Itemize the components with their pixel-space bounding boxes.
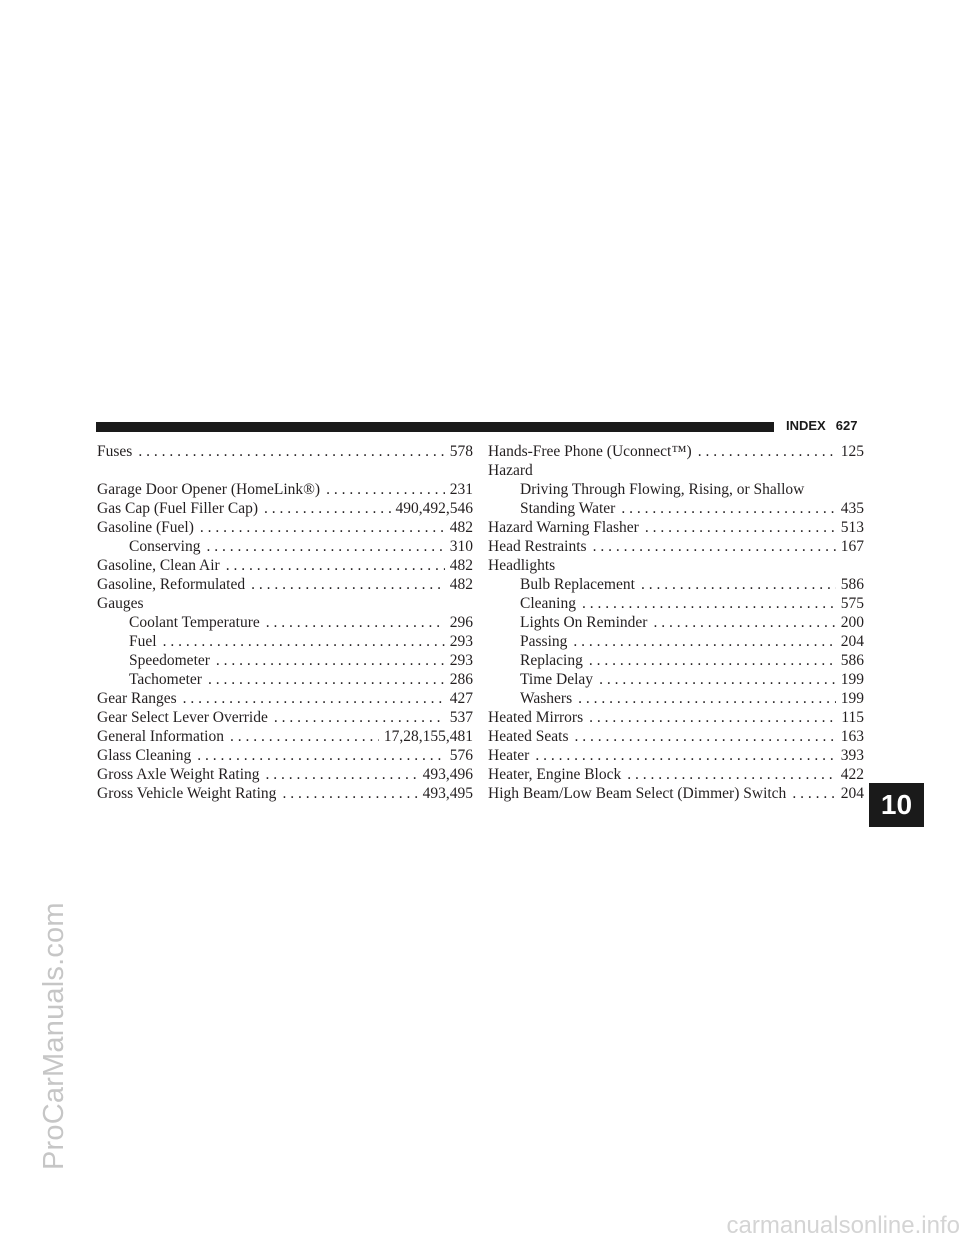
entry-pages: 493,496 bbox=[422, 766, 473, 783]
index-entry bbox=[488, 442, 864, 461]
entry-term: Washers bbox=[520, 690, 573, 707]
running-header bbox=[786, 418, 857, 433]
dot-leader bbox=[230, 727, 379, 746]
entry-pages: 482 bbox=[449, 557, 473, 574]
index-entry bbox=[97, 765, 473, 784]
index-entry bbox=[488, 746, 864, 765]
dot-leader bbox=[274, 708, 445, 727]
index-entry bbox=[488, 537, 864, 556]
watermark-procarmanuals: ProCarManuals.com bbox=[38, 902, 70, 1170]
entry-pages: 231 bbox=[449, 481, 473, 498]
entry-term: Hands-Free Phone (Uconnect™) bbox=[488, 443, 692, 460]
entry-term: Speedometer bbox=[129, 652, 210, 669]
dot-leader bbox=[208, 670, 445, 689]
entry-pages: 310 bbox=[449, 538, 473, 555]
entry-pages: 482 bbox=[449, 519, 473, 536]
entry-term: Fuel bbox=[129, 633, 157, 650]
index-subentry bbox=[97, 632, 473, 651]
entry-pages: 586 bbox=[840, 652, 864, 669]
entry-pages: 493,495 bbox=[422, 785, 473, 802]
watermark-carmanualsonline: carmanualsonline.info bbox=[726, 1212, 960, 1239]
index-entry bbox=[488, 765, 864, 784]
chapter-tab: 10 bbox=[869, 783, 924, 827]
entry-term: Head Restraints bbox=[488, 538, 587, 555]
dot-leader bbox=[163, 632, 445, 651]
entry-term: Headlights bbox=[488, 557, 556, 574]
index-entry bbox=[97, 708, 473, 727]
entry-pages: 490,492,546 bbox=[395, 500, 473, 517]
entry-pages: 204 bbox=[840, 633, 864, 650]
entry-term: Standing Water bbox=[520, 500, 616, 517]
entry-pages: 435 bbox=[840, 500, 864, 517]
dot-leader bbox=[226, 556, 445, 575]
entry-pages: 513 bbox=[840, 519, 864, 536]
index-entry bbox=[97, 784, 473, 803]
entry-term: Cleaning bbox=[520, 595, 576, 612]
entry-term: Hazard bbox=[488, 462, 533, 479]
dot-leader bbox=[698, 442, 836, 461]
dot-leader bbox=[535, 746, 835, 765]
entry-pages: 537 bbox=[449, 709, 473, 726]
index-subentry bbox=[97, 651, 473, 670]
entry-pages: 204 bbox=[840, 785, 864, 802]
index-subentry bbox=[97, 613, 473, 632]
dot-leader bbox=[264, 499, 390, 518]
entry-term: Garage Door Opener (HomeLink®) bbox=[97, 481, 321, 498]
entry-term: Heated Mirrors bbox=[488, 709, 584, 726]
entry-pages: 576 bbox=[449, 747, 473, 764]
index-entry bbox=[97, 689, 473, 708]
index-entry bbox=[97, 480, 473, 499]
index-entry bbox=[97, 727, 473, 746]
index-entry bbox=[97, 594, 473, 613]
index-entry bbox=[488, 784, 864, 803]
entry-term: Gauges bbox=[97, 595, 144, 612]
dot-leader bbox=[621, 499, 835, 518]
entry-term: Lights On Reminder bbox=[520, 614, 648, 631]
header-rule bbox=[96, 422, 774, 432]
entry-pages: 586 bbox=[840, 576, 864, 593]
entry-pages: 293 bbox=[449, 652, 473, 669]
entry-pages: 575 bbox=[840, 595, 864, 612]
entry-pages: 427 bbox=[449, 690, 473, 707]
section-title: INDEX bbox=[786, 418, 826, 433]
entry-pages: 199 bbox=[840, 690, 864, 707]
dot-leader bbox=[574, 727, 835, 746]
entry-term: Fuses bbox=[97, 443, 133, 460]
dot-leader bbox=[573, 632, 835, 651]
dot-leader bbox=[183, 689, 445, 708]
index-entry bbox=[488, 556, 864, 575]
dot-leader bbox=[138, 442, 444, 461]
index-subentry bbox=[97, 670, 473, 689]
dot-leader bbox=[653, 613, 835, 632]
entry-term: Glass Cleaning bbox=[97, 747, 192, 764]
dot-leader bbox=[792, 784, 835, 803]
entry-pages: 286 bbox=[449, 671, 473, 688]
index-subentry bbox=[488, 480, 864, 499]
index-subentry bbox=[488, 499, 864, 518]
entry-term: Gross Vehicle Weight Rating bbox=[97, 785, 277, 802]
index-subentry bbox=[488, 594, 864, 613]
entry-pages: 115 bbox=[841, 709, 864, 726]
entry-pages: 296 bbox=[449, 614, 473, 631]
dot-leader bbox=[599, 670, 836, 689]
entry-term: Gross Axle Weight Rating bbox=[97, 766, 260, 783]
entry-pages: 422 bbox=[840, 766, 864, 783]
dot-leader bbox=[578, 689, 836, 708]
index-subentry bbox=[488, 632, 864, 651]
dot-leader bbox=[326, 480, 445, 499]
dot-leader bbox=[216, 651, 445, 670]
entry-term: Heater bbox=[488, 747, 530, 764]
dot-leader bbox=[641, 575, 836, 594]
entry-term: Gear Select Lever Override bbox=[97, 709, 268, 726]
dot-leader bbox=[593, 537, 836, 556]
index-subentry bbox=[488, 575, 864, 594]
index-subentry bbox=[488, 613, 864, 632]
index-subentry bbox=[488, 670, 864, 689]
index-entry bbox=[97, 556, 473, 575]
index-entry bbox=[488, 727, 864, 746]
index-subentry bbox=[97, 537, 473, 556]
dot-leader bbox=[589, 651, 836, 670]
entry-pages: 578 bbox=[449, 443, 473, 460]
entry-pages: 482 bbox=[449, 576, 473, 593]
dot-leader bbox=[589, 708, 836, 727]
index-subentry bbox=[488, 651, 864, 670]
entry-term: Heater, Engine Block bbox=[488, 766, 622, 783]
index-entry bbox=[97, 575, 473, 594]
entry-pages: 200 bbox=[840, 614, 864, 631]
dot-leader bbox=[645, 518, 836, 537]
dot-leader bbox=[200, 518, 445, 537]
entry-pages: 167 bbox=[840, 538, 864, 555]
entry-pages: 293 bbox=[449, 633, 473, 650]
index-subentry bbox=[488, 689, 864, 708]
dot-leader bbox=[266, 613, 445, 632]
entry-term: Driving Through Flowing, Rising, or Shallow bbox=[520, 481, 805, 498]
entry-term: Heated Seats bbox=[488, 728, 569, 745]
index-entry bbox=[488, 461, 864, 480]
dot-leader bbox=[582, 594, 836, 613]
entry-term: Coolant Temperature bbox=[129, 614, 260, 631]
entry-term: Gasoline, Clean Air bbox=[97, 557, 220, 574]
entry-pages: 17,28,155,481 bbox=[383, 728, 473, 745]
entry-term: Gas Cap (Fuel Filler Cap) bbox=[97, 500, 259, 517]
page-number: 627 bbox=[835, 418, 858, 433]
entry-term: Hazard Warning Flasher bbox=[488, 519, 639, 536]
entry-pages: 393 bbox=[840, 747, 864, 764]
entry-term: Passing bbox=[520, 633, 568, 650]
dot-leader bbox=[627, 765, 836, 784]
entry-term: Bulb Replacement bbox=[520, 576, 635, 593]
index-column-left bbox=[97, 442, 473, 803]
entry-term: Time Delay bbox=[520, 671, 594, 688]
entry-term: Replacing bbox=[520, 652, 583, 669]
index-entry bbox=[97, 746, 473, 765]
entry-term: Gasoline (Fuel) bbox=[97, 519, 194, 536]
index-entry bbox=[97, 442, 473, 461]
entry-term: High Beam/Low Beam Select (Dimmer) Switch bbox=[488, 785, 787, 802]
dot-leader bbox=[197, 746, 444, 765]
entry-term: Gear Ranges bbox=[97, 690, 177, 707]
index-entry bbox=[97, 518, 473, 537]
entry-term: General Information bbox=[97, 728, 224, 745]
dot-leader bbox=[251, 575, 445, 594]
index-entry bbox=[488, 708, 864, 727]
entry-pages: 199 bbox=[840, 671, 864, 688]
entry-pages: 125 bbox=[840, 443, 864, 460]
entry-term: Conserving bbox=[129, 538, 201, 555]
dot-leader bbox=[282, 784, 417, 803]
dot-leader bbox=[266, 765, 418, 784]
index-entry bbox=[97, 499, 473, 518]
dot-leader bbox=[206, 537, 444, 556]
entry-pages: 163 bbox=[840, 728, 864, 745]
entry-term: Tachometer bbox=[129, 671, 202, 688]
entry-term: Gasoline, Reformulated bbox=[97, 576, 246, 593]
index-entry bbox=[488, 518, 864, 537]
index-column-right bbox=[488, 442, 864, 803]
